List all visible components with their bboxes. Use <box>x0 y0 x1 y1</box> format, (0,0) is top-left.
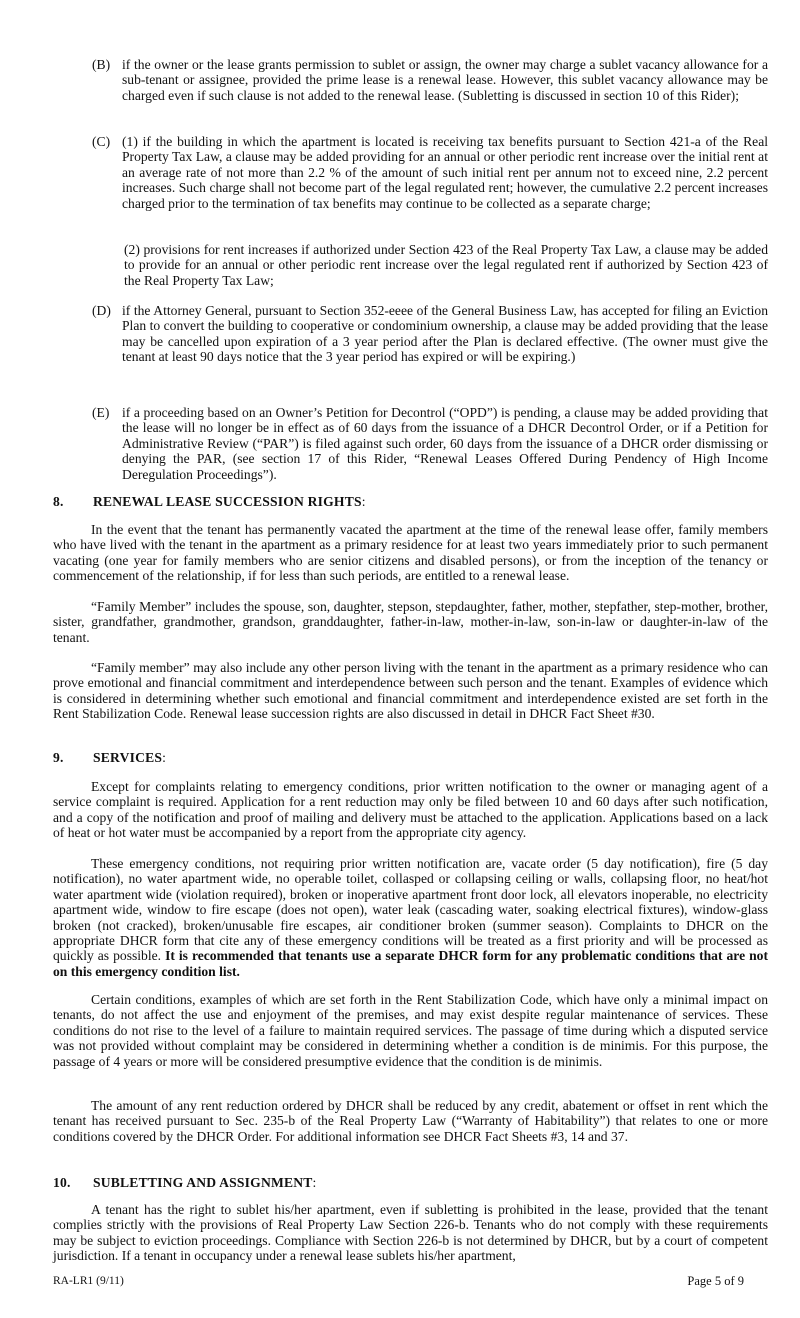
section-10-para-1: A tenant has the right to sublet his/her apartment, even if subletting is prohibited in the lease, provided that the tenant complies strictly with the provisions of Real Property Law Section 226-b. Tenants who do not comply with these requirements may be subject to eviction proceedings. Compliance with Section 226-b is not determined by DHCR, but by a court of competent jurisdiction. If a tenant in occupancy under a renewal lease sublets his/her apartment, <box>53 1202 768 1264</box>
section-9-recommendation: It is recommended that tenants use a separate DHCR form for any problematic conditions that are not on this emergency condition list. <box>53 948 768 979</box>
section-8-number: 8. <box>53 494 64 509</box>
section-9-title: SERVICES <box>93 750 163 765</box>
section-9-para-1: Except for complaints relating to emergency conditions, prior written notification to the owner or managing agent of a service complaint is required. Application for a rent reduction may only be filed between 10 and 60 days after such notification, and a copy of the notification and proof of mailing and delivery must be attached to the application. Applications based on a lack of heat or hot water must be accompanied by a report from the appropriate city agency. <box>53 779 768 841</box>
section-8-title: RENEWAL LEASE SUCCESSION RIGHTS <box>93 494 362 509</box>
section-9-para-3: Certain conditions, examples of which are set forth in the Rent Stabilization Code, which have only a minimal impact on tenants, do not affect the use and enjoyment of the premises, and may exist despite regular maintenance of services. These conditions do not rise to the level of a failure to maintain required services. The passage of time during which a disputed service was not provided without complaint may be considered in determining whether a condition is de minimis. For this purpose, the passage of 4 years or more will be considered presumptive evidence that the condition is de minimis. <box>53 992 768 1069</box>
section-10-title: SUBLETTING AND ASSIGNMENT <box>93 1175 313 1190</box>
clause-b-label: (B) <box>92 57 111 72</box>
section-9-number: 9. <box>53 750 64 765</box>
section-8-para-2: “Family Member” includes the spouse, son, daughter, stepson, stepdaughter, father, mother, stepfather, step-mother, brother, sister, grandfather, grandmother, grandson, granddaughter, father-in-law, mother-in-law, son-in-law or daughter-in-law of the tenant. <box>53 599 768 645</box>
section-9-para-4: The amount of any rent reduction ordered by DHCR shall be reduced by any credit, abatement or offset in rent which the tenant has received pursuant to Sec. 235-b of the Real Property Law (“Warranty of Habitability”) that relates to one or more conditions covered by the DHCR Order. For additional information see DHCR Fact Sheets #3, 14 and 37. <box>53 1098 768 1144</box>
section-9-heading: 9. SERVICES: <box>53 750 167 765</box>
section-8-para-1: In the event that the tenant has permanently vacated the apartment at the time of the renewal lease offer, family members who have lived with the tenant in the apartment as a primary residence for at least two years immediately prior to such permanent vacating (one year for family members who are senior citizens and disabled persons), or from the inception of the tenancy or commencement of the relationship, if for less than such periods, are entitled to a renewal lease. <box>53 522 768 584</box>
clause-c <box>92 134 768 211</box>
page-number: Page 5 of 9 <box>687 1274 744 1288</box>
clause-c-text: (1) if the building in which the apartment is located is receiving tax benefits pursuant to Section 421-a of the Real Property Tax Law, a clause may be added providing for an annual or other periodic rent increase over the initial rent at an average rate of not more than 2.2 % of the amount of such initial rent per annum not to exceed nine, 2.2 percent increases. Such charge shall not become part of the legal regulated rent; however, the cumulative 2.2 percent increases charged prior to the termination of tax benefits may continue to be collected as a separate charge; <box>122 134 768 211</box>
clause-b-text: if the owner or the lease grants permission to sublet or assign, the owner may charge a sublet vacancy allowance for a sub-tenant or assignee, provided the prime lease is a renewal lease. However, this sublet vacancy allowance may be charged even if such clause is not added to the renewal lease. (Subletting is discussed in section 10 of this Rider); <box>122 57 768 103</box>
clause-b <box>92 57 768 103</box>
section-9-para-2: These emergency conditions, not requiring prior written notification are, vacate order (5 day notification), fire (5 day notification), no water apartment wide, no operable toilet, collasped or collapsing ceiling or walls, collapsing floor, no heat/hot water apartment wide (violation required), broken or inoperative apartment front door lock, all elevators inoperable, no electricity apartment wide, window to fire escape (does not open), water leak (cascading water, soaking electrical fixtures), window-glass broken (not cracked), broken/unusable fire escapes, air conditioner broken (summer season). Complaints to DHCR on the appropriate DHCR form that cite any of these emergency conditions will be treated as a first priority and will be processed as quickly as possible. It is recommended that tenants use a separate DHCR form for any problematic conditions that are not on this emergency condition list. <box>53 856 768 979</box>
clause-e-label: (E) <box>92 405 110 420</box>
form-id: RA-LR1 (9/11) <box>53 1275 124 1287</box>
section-10-number: 10. <box>53 1175 71 1190</box>
clause-e-text: if a proceeding based on an Owner’s Petition for Decontrol (“OPD”) is pending, a clause may be added providing that the lease will no longer be in effect as of 60 days from the issuance of a DHCR Decontrol Order, or if a Petition for Administrative Review (“PAR”) is filed against such order, 60 days from the issuance of a DHCR order dismissing or denying the PAR, (see section 17 of this Rider, “Renewal Leases Offered During Pendency of High Income Deregulation Proceedings”). <box>122 405 768 482</box>
section-10-heading: 10. SUBLETTING AND ASSIGNMENT: <box>53 1175 317 1190</box>
clause-d-label: (D) <box>92 303 111 318</box>
clause-d <box>92 303 768 365</box>
clause-e <box>92 405 768 482</box>
clause-c-sub2: (2) provisions for rent increases if authorized under Section 423 of the Real Property Tax Law, a clause may be added to provide for an annual or other periodic rent increase over the legal regulated rent if authorized by Section 423 of the Real Property Tax Law; <box>124 242 768 288</box>
section-8-para-3: “Family member” may also include any other person living with the tenant in the apartment as a primary residence who can prove emotional and financial commitment and interdependence between such person and the tenant. Examples of evidence which is considered in determining whether such emotional and financial commitment and interdependence existed are set forth in the Rent Stabilization Code. Renewal lease succession rights are also discussed in detail in DHCR Fact Sheet #30. <box>53 660 768 722</box>
clause-c-label: (C) <box>92 134 111 149</box>
section-8-heading: 8. RENEWAL LEASE SUCCESSION RIGHTS: <box>53 494 366 509</box>
clause-d-text: if the Attorney General, pursuant to Section 352-eeee of the General Business Law, has accepted for filing an Eviction Plan to convert the building to cooperative or condominium ownership, a clause may be added providing that the lease may be cancelled upon expiration of a 3 year period after the Plan is declared effective. (The owner must give the tenant at least 90 days notice that the 3 year period has expired or will be expiring.) <box>122 303 768 365</box>
